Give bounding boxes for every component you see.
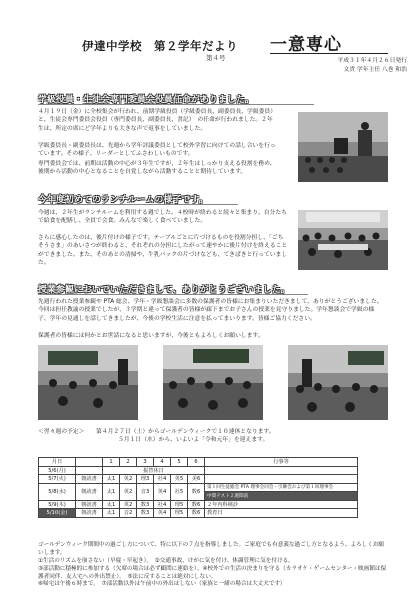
period-cell: 英2 bbox=[120, 483, 137, 500]
row-type: 朝読書 bbox=[76, 509, 103, 518]
publisher: 文責 学年主任 八巻 和浩 bbox=[343, 67, 407, 73]
col-header-5: 5 bbox=[171, 458, 188, 467]
lunchroom-paragraph-1: 今週は、２年生がランチルームを利用する週でした。４校時が終わると続々と集まり、自分たちで給食を配膳し、全員で会食。みんなで楽しく食べていました。 bbox=[38, 210, 287, 225]
row-date: 5/6(月) bbox=[39, 466, 76, 475]
photo-lunchroom bbox=[298, 210, 388, 270]
col-header-2: 2 bbox=[120, 458, 137, 467]
header bbox=[0, 0, 420, 92]
heading-rule bbox=[38, 104, 314, 105]
table-row bbox=[39, 483, 358, 492]
golden-week-rules bbox=[38, 558, 388, 589]
row-date: 5/7(火) bbox=[39, 475, 76, 484]
golden-week-intro: ゴールデンウィーク期間中の過ごし方について、特に以下の７点を指導しました。ご家庭でも有意義な過ごし方となるよう、よろしくお願いします。 bbox=[38, 542, 385, 556]
table-row bbox=[39, 466, 358, 475]
table-header-row bbox=[39, 458, 358, 467]
table-row bbox=[39, 500, 358, 509]
classroom-image-3 bbox=[288, 345, 388, 420]
period-cell: 太1 bbox=[103, 475, 120, 484]
period-cell: 数3 bbox=[137, 509, 154, 518]
photo-classroom-2 bbox=[163, 345, 263, 420]
publish-info bbox=[262, 57, 407, 75]
row-event: ２年内科検診 bbox=[205, 500, 358, 509]
row-holiday: 振替休日 bbox=[103, 466, 205, 475]
section-heading-officers: 学級役員・生徒会専門委員会役員任命がありました。 bbox=[38, 95, 254, 105]
period-cell: 社4 bbox=[154, 500, 171, 509]
period-cell: 太1 bbox=[103, 509, 120, 518]
heading-rule bbox=[38, 204, 238, 205]
schedule-intro bbox=[38, 428, 378, 444]
lunchroom-paragraph-2: さらに感心したのは、後片付けの様子です。テーブルごとに片づけるものを役割分担し、「ごちそうさま」のあいさつが終わると、それぞれの分担にしたがって速やかに後片付けを終えることができました。また、そのあとの清掃や、牛乳パックの片づけなども、てきぱきと行っていました。 bbox=[38, 235, 288, 267]
period-cell: 社4 bbox=[154, 475, 171, 484]
rule-item: ③部活動に積極的に参加する（欠席の場合は必ず顧問に連絡を）。④校外での生活の決まりを守る（カラオケ・ゲームセンター・映画館は保護者同伴、友人宅への外出禁止）。 ⑤法に反することは絶対にしない。 bbox=[38, 565, 387, 580]
photo-classroom-1 bbox=[38, 345, 138, 420]
row-type: 朝読書 bbox=[76, 475, 103, 484]
motto: 一意専心 bbox=[270, 35, 342, 55]
period-cell: 美6 bbox=[188, 475, 205, 484]
section-heading-open-class: 授業参観においでいただきまして、ありがとうございました。 bbox=[38, 285, 290, 295]
newsletter-title: 伊達中学校 第２学年だより bbox=[82, 39, 238, 53]
assembly-image bbox=[298, 112, 388, 182]
heading-rule bbox=[38, 294, 308, 295]
row-event: 教育日 bbox=[205, 509, 358, 518]
classroom-image-2 bbox=[163, 345, 263, 420]
issue-number: 第４号 bbox=[206, 54, 226, 62]
officers-paragraph-1: ４月１９日（金）に全校集会が行われ、前期学級役員（学級委員長、副委員長、学級委員）と、生徒会専門委員会役員（専門委員長、副委員長、書記） の任命が行われました。２年生は、所定の席にど学年よりも大きな声で返事をしていました。 bbox=[38, 109, 277, 132]
col-header-4: 4 bbox=[154, 458, 171, 467]
period-cell: 英5 bbox=[171, 475, 188, 484]
open-class-paragraph-2: 保護者の皆様には何かとお世話になると思いますが、今後ともよろしくお願いします。 bbox=[38, 333, 264, 339]
period-cell: 数6 bbox=[188, 509, 205, 518]
period-cell: 数6 bbox=[188, 483, 205, 500]
schedule-table bbox=[38, 457, 358, 518]
period-cell: 英4 bbox=[154, 483, 171, 500]
period-cell: 数3 bbox=[137, 500, 154, 509]
col-header-date: 月日 bbox=[39, 458, 76, 467]
period-cell: 太1 bbox=[103, 500, 120, 509]
officers-paragraph-2: 学級委員長・副委員長は、先週から学年評議委員として校外学習に向けての話し合いを行っています。その様子、リーダーとしてふさわしいものです。 bbox=[38, 143, 276, 158]
row-event-highlight: 中間テスト２週間前 bbox=[205, 492, 358, 501]
photo-classroom-3 bbox=[288, 345, 388, 420]
period-cell: 理5 bbox=[171, 509, 188, 518]
period-cell: 音3 bbox=[137, 483, 154, 500]
schedule-intro-line-1: ＜翌々週の予定＞ 第４月２７日（土）からゴールデンウィークで１０連休となります。 bbox=[38, 429, 275, 435]
officers-paragraph-3: 専門委員会では、前期は活動の中心が３年生ですが、２年生はしっかり支える役割を務め、後期から活動の中心となることを自覚しながら活動することと期待しています。 bbox=[38, 161, 276, 176]
row-event bbox=[205, 475, 358, 484]
table-row bbox=[39, 509, 358, 518]
motto-underline bbox=[270, 53, 388, 54]
open-class-paragraph-1: 先週行われた授業参観や PTA 総会、学年・学級懇談会に多数の保護者の皆様にお集まりいただきまして、ありがとうございました。今回は担任教諭の授業でしたが、３学期と違って保護者の皆様が廊下までお子さんの授業を見守りました。学年懇談会で学級の様子、学年の見通しを話してきましたが、今後の学校生活に注意を払ってまいります。皆様ご協力ください。 bbox=[38, 299, 383, 322]
period-cell: 理5 bbox=[171, 500, 188, 509]
col-header-type bbox=[76, 458, 103, 467]
period-cell: 理3 bbox=[137, 475, 154, 484]
schedule-intro-line-2: ５月１日（水）から、いよいよ「令和元年」を迎えます。 bbox=[118, 437, 269, 443]
section-heading-lunchroom: 今年度初めてのランチルームの様子です。 bbox=[38, 195, 208, 205]
period-cell: 英2 bbox=[120, 475, 137, 484]
classroom-image-1 bbox=[38, 345, 138, 420]
row-date: 5/10(金) bbox=[39, 509, 76, 518]
row-date: 5/8(水) bbox=[39, 483, 76, 500]
row-event bbox=[205, 466, 358, 475]
rule-item: ⑥帰宅は午後６時まで。 ⑦部活動以外は午前中の外出はしない（家族と一緒の場合は大丈夫です） bbox=[38, 581, 286, 588]
row-type bbox=[76, 466, 103, 475]
period-cell: 社5 bbox=[171, 483, 188, 500]
table-row bbox=[39, 475, 358, 484]
row-type: 朝読書 bbox=[76, 500, 103, 509]
photo-assembly bbox=[298, 112, 388, 182]
row-type: 朝読書 bbox=[76, 483, 103, 500]
row-date: 5/9(木) bbox=[39, 500, 76, 509]
col-header-1: 1 bbox=[103, 458, 120, 467]
period-cell: 英2 bbox=[120, 500, 137, 509]
rule-item: ①生活のリズムを崩さない（早寝・早起き）。 ②交通事故、けがに気を付け、体調管理に気を付ける。 bbox=[38, 558, 294, 564]
col-header-6: 6 bbox=[188, 458, 205, 467]
period-cell: 数6 bbox=[188, 500, 205, 509]
row-event: 第１回生徒総会 PTA 理事会同会・引継会および第１回理事会 bbox=[205, 483, 358, 492]
col-header-events: 行事等 bbox=[205, 458, 358, 467]
period-cell: 英4 bbox=[154, 509, 171, 518]
publish-date: 平成３１年４月２６日発行 bbox=[337, 58, 407, 64]
period-cell: 音2 bbox=[120, 509, 137, 518]
col-header-3: 3 bbox=[137, 458, 154, 467]
lunchroom-image bbox=[298, 210, 388, 270]
period-cell: 太1 bbox=[103, 483, 120, 500]
